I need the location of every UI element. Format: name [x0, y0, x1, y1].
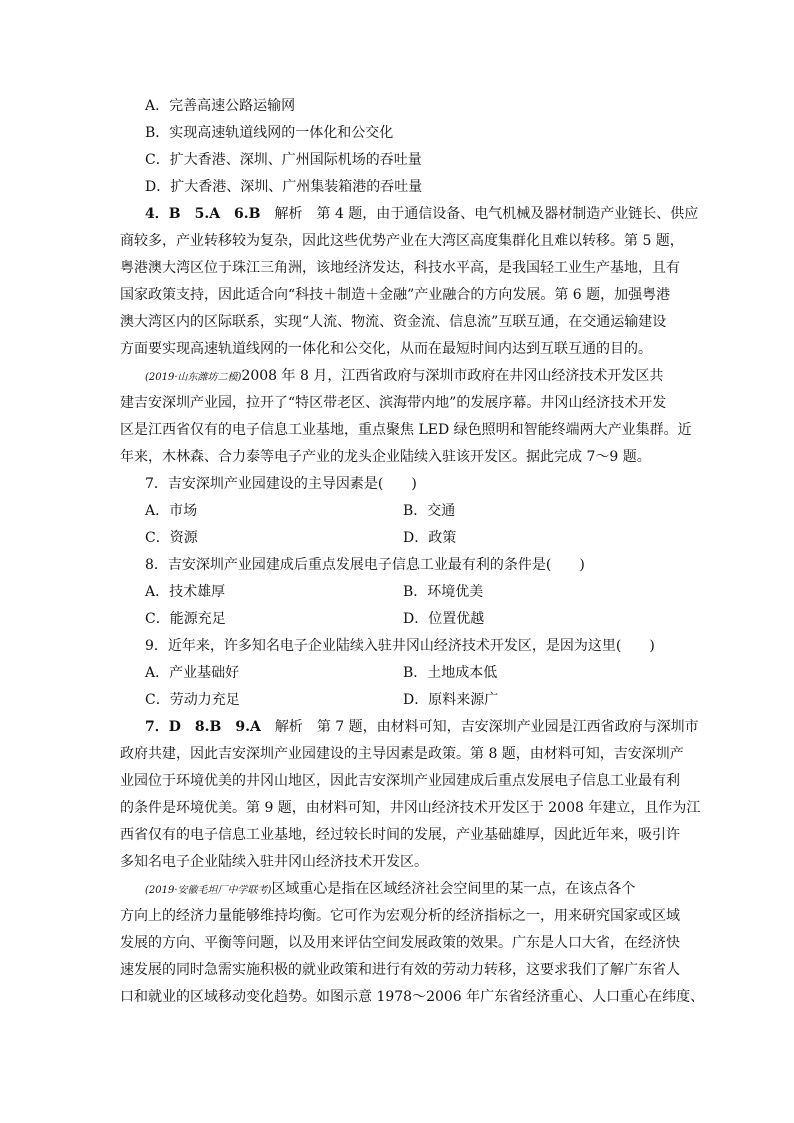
material-line: 建吉安深圳产业园，拉开了“特区带老区、滨海带内地”的发展序幕。井冈山经济技术开发 — [120, 395, 667, 411]
q6-option-a: A．完善高速公路运输网 — [145, 98, 296, 114]
analysis-line: 业园位于环境优美的井冈山地区，因此吉安深圳产业园建成后重点发展电子信息工业最有利 — [120, 773, 680, 789]
q9-option-c: C．劳动力充足 — [145, 692, 240, 708]
analysis-line: 国家政策支持，因此适合向“科技＋制造＋金融”产业融合的方向发展。第 6 题，加强粤港 — [120, 287, 671, 303]
q7-option-a: A．市场 — [145, 503, 198, 519]
material-line: 速发展的同时急需实施积极的就业政策和进行有效的劳动力转移，这要求我们了解广东省人 — [120, 962, 680, 978]
material-line: 区是江西省仅有的电子信息工业基地，重点聚焦 LED 绿色照明和智能终端两大产业集群。近 — [120, 422, 692, 438]
q9-stem: 9．近年来，许多知名电子企业陆续入驻井冈山经济技术开发区，是因为这里( ) — [145, 638, 655, 654]
analysis-line: 政府共建，因此吉安深圳产业园建设的主导因素是政策。第 8 题，由材料可知，吉安深圳产 — [120, 746, 684, 762]
analysis-label: 解析 — [274, 719, 303, 735]
material-source: (2019·安徽毛坦厂中学联考) — [145, 885, 272, 896]
q8-option-c: C．能源充足 — [145, 611, 226, 627]
analysis-line: 方面要实现高速轨道线网的一体化和公交化，从而在最短时间内达到互联互通的目的。 — [120, 341, 652, 357]
analysis-line: 的条件是环境优美。第 9 题，由材料可知，井冈山经济技术开发区于 2008 年建立，且作为江 — [120, 800, 701, 816]
answer-7-9-first-line — [145, 717, 699, 737]
q6-option-c: C．扩大香港、深圳、广州国际机场的吞吐量 — [145, 152, 422, 168]
q8-stem: 8．吉安深圳产业园建成后重点发展电子信息工业最有利的条件是( ) — [145, 557, 585, 573]
analysis-text: 第 4 题，由于通信设备、电气机械及器材制造产业链长、供应 — [316, 206, 699, 222]
analysis-label: 解析 — [274, 206, 303, 222]
q6-option-d: D．扩大香港、深圳、广州集装箱港的吞吐量 — [145, 179, 423, 195]
material-line: 方向上的经济力量能够维持均衡。它可作为宏观分析的经济指标之一，用来研究国家或区域 — [120, 908, 680, 924]
analysis-line: 澳大湾区内的区际联系，实现“人流、物流、资金流、信息流”互联互通，在交通运输建设 — [120, 314, 667, 330]
analysis-line: 粤港澳大湾区位于珠江三角洲，该地经济发达，科技水平高，是我国轻工业生产基地，且有 — [120, 260, 680, 276]
q9-option-d: D．原料来源广 — [403, 692, 499, 708]
material-source: (2019·山东潍坊二模) — [145, 372, 242, 383]
q7-option-b: B．交通 — [403, 503, 456, 519]
q7-stem: 7．吉安深圳产业园建设的主导因素是( ) — [145, 476, 417, 492]
analysis-line: 西省仅有的电子信息工业基地，经过较长时间的发展，产业基础雄厚，因此近年来，吸引许 — [120, 827, 680, 843]
analysis-line: 商较多，产业转移较为复杂，因此这些优势产业在大湾区高度集群化且难以转移。第 5 题， — [120, 233, 684, 249]
q7-option-d: D．政策 — [403, 530, 457, 546]
q8-option-b: B．环境优美 — [403, 584, 484, 600]
analysis-line: 多知名电子企业陆续入驻井冈山经济技术开发区。 — [120, 854, 428, 870]
material-next-first-line — [145, 879, 635, 901]
q9-option-b: B．土地成本低 — [403, 665, 498, 681]
material-line: 口和就业的区域移动变化趋势。如图示意 1978～2006 年广东省经济重心、人口重心在纬度、 — [120, 989, 705, 1005]
q8-option-a: A．技术雄厚 — [145, 584, 226, 600]
material-text: 2008 年 8 月，江西省政府与深圳市政府在井冈山经济技术开发区共 — [241, 368, 664, 384]
analysis-text: 第 7 题，由材料可知，吉安深圳产业园是江西省政府与深圳市 — [316, 719, 699, 735]
material-7-9-first-line — [145, 366, 663, 388]
material-text: 区域重心是指在区域经济社会空间里的某一点，在该点各个 — [271, 881, 636, 897]
answer-key: 7．D 8.B 9.A — [145, 719, 261, 735]
material-line: 年来，木林森、合力泰等电子产业的龙头企业陆续入驻该开发区。据此完成 7～9 题。 — [120, 449, 651, 465]
material-line: 发展的方向、平衡等问题，以及用来评估空间发展政策的效果。广东是人口大省，在经济快 — [120, 935, 680, 951]
q6-option-b: B．实现高速轨道线网的一体化和公交化 — [145, 125, 394, 141]
q9-option-a: A．产业基础好 — [145, 665, 240, 681]
q7-option-c: C．资源 — [145, 530, 198, 546]
answer-4-6-first-line — [145, 204, 698, 224]
q8-option-d: D．位置优越 — [403, 611, 485, 627]
answer-key: 4．B 5.A 6.B — [145, 206, 261, 222]
